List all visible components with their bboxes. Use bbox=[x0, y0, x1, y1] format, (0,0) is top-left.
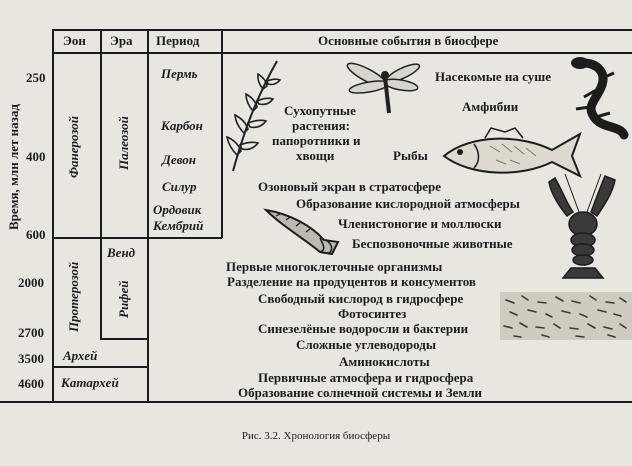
event-cyanobacteria: Синезелёные водоросли и бактерии bbox=[258, 321, 469, 336]
eon-proterozoic: Протерозой bbox=[66, 261, 81, 332]
event-amino-acids: Аминокислоты bbox=[339, 354, 430, 369]
time-tick: 600 bbox=[26, 227, 46, 242]
time-axis-label: Время, млн лет назад bbox=[6, 104, 21, 230]
event-primary-atmosphere: Первичные атмосфера и гидросфера bbox=[258, 370, 474, 385]
event-first-multicellular: Первые многоклеточные организмы bbox=[226, 259, 443, 274]
event-complex-hydrocarbons: Сложные углеводороды bbox=[296, 337, 436, 352]
period-silurian: Силур bbox=[162, 179, 197, 194]
eon-phanerozoic: Фанерозой bbox=[66, 116, 81, 178]
event-producers-consumers: Разделение на продуцентов и консументов bbox=[227, 274, 476, 289]
event-land-plants-4: хвощи bbox=[296, 148, 335, 163]
event-solar-system-formation: Образование солнечной системы и Земли bbox=[238, 385, 483, 400]
event-fishes: Рыбы bbox=[393, 148, 428, 163]
bacteria-illustration bbox=[500, 292, 632, 340]
event-photosynthesis: Фотосинтез bbox=[338, 306, 407, 321]
event-arthropods-mollusks: Членистоногие и моллюски bbox=[338, 216, 502, 231]
eon-archean: Архей bbox=[63, 348, 98, 363]
shell-illustration bbox=[262, 206, 342, 260]
event-invertebrates: Беспозвоночные животные bbox=[352, 236, 513, 251]
table-bottom-border bbox=[0, 401, 632, 403]
era-period-divider bbox=[147, 29, 149, 401]
event-oxygen-atmosphere: Образование кислородной атмосферы bbox=[296, 196, 520, 211]
period-events-divider bbox=[221, 29, 223, 238]
time-tick: 250 bbox=[26, 70, 46, 85]
era-vendian: Венд bbox=[107, 245, 136, 260]
eon-column-left-border bbox=[52, 29, 54, 401]
figure-caption: Рис. 3.2. Хронология биосферы bbox=[241, 430, 391, 442]
header-eon: Эон bbox=[63, 33, 86, 48]
table-top-border bbox=[52, 29, 632, 31]
time-tick: 3500 bbox=[18, 351, 44, 366]
period-permian: Пермь bbox=[161, 66, 198, 81]
event-land-plants-2: растения: bbox=[292, 118, 350, 133]
time-tick: 2700 bbox=[18, 325, 44, 340]
eon-katarchean: Катархей bbox=[61, 375, 119, 390]
eon-era-divider bbox=[100, 29, 102, 338]
dragonfly-illustration bbox=[345, 55, 425, 115]
period-devonian: Девон bbox=[162, 152, 197, 167]
phanerozoic-bottom-border bbox=[52, 237, 222, 239]
time-tick: 4600 bbox=[18, 376, 44, 391]
event-free-oxygen-hydrosphere: Свободный кислород в гидросфере bbox=[258, 291, 464, 306]
period-cambrian: Кембрий bbox=[153, 218, 204, 233]
period-carboniferous: Карбон bbox=[161, 118, 203, 133]
header-events: Основные события в биосфере bbox=[318, 33, 499, 48]
time-tick: 2000 bbox=[18, 275, 44, 290]
event-insects-on-land: Насекомые на суше bbox=[435, 69, 551, 84]
header-period: Период bbox=[156, 33, 200, 48]
era-paleozoic: Палеозой bbox=[116, 116, 131, 170]
header-era: Эра bbox=[110, 33, 133, 48]
event-ozone-layer: Озоновый экран в стратосфере bbox=[258, 179, 441, 194]
era-riphean: Рифей bbox=[116, 280, 131, 318]
time-tick: 400 bbox=[26, 149, 46, 164]
archean-bottom-border bbox=[52, 366, 148, 368]
event-land-plants-3: папоротники и bbox=[272, 133, 361, 148]
header-bottom-border bbox=[52, 52, 632, 54]
period-ordovician: Ордовик bbox=[153, 202, 202, 217]
riphean-bottom-border bbox=[100, 338, 148, 340]
event-land-plants-1: Сухопутные bbox=[284, 103, 356, 118]
fern-illustration bbox=[225, 55, 285, 175]
event-amphibians: Амфибии bbox=[462, 99, 519, 114]
crayfish-illustration bbox=[545, 172, 623, 280]
